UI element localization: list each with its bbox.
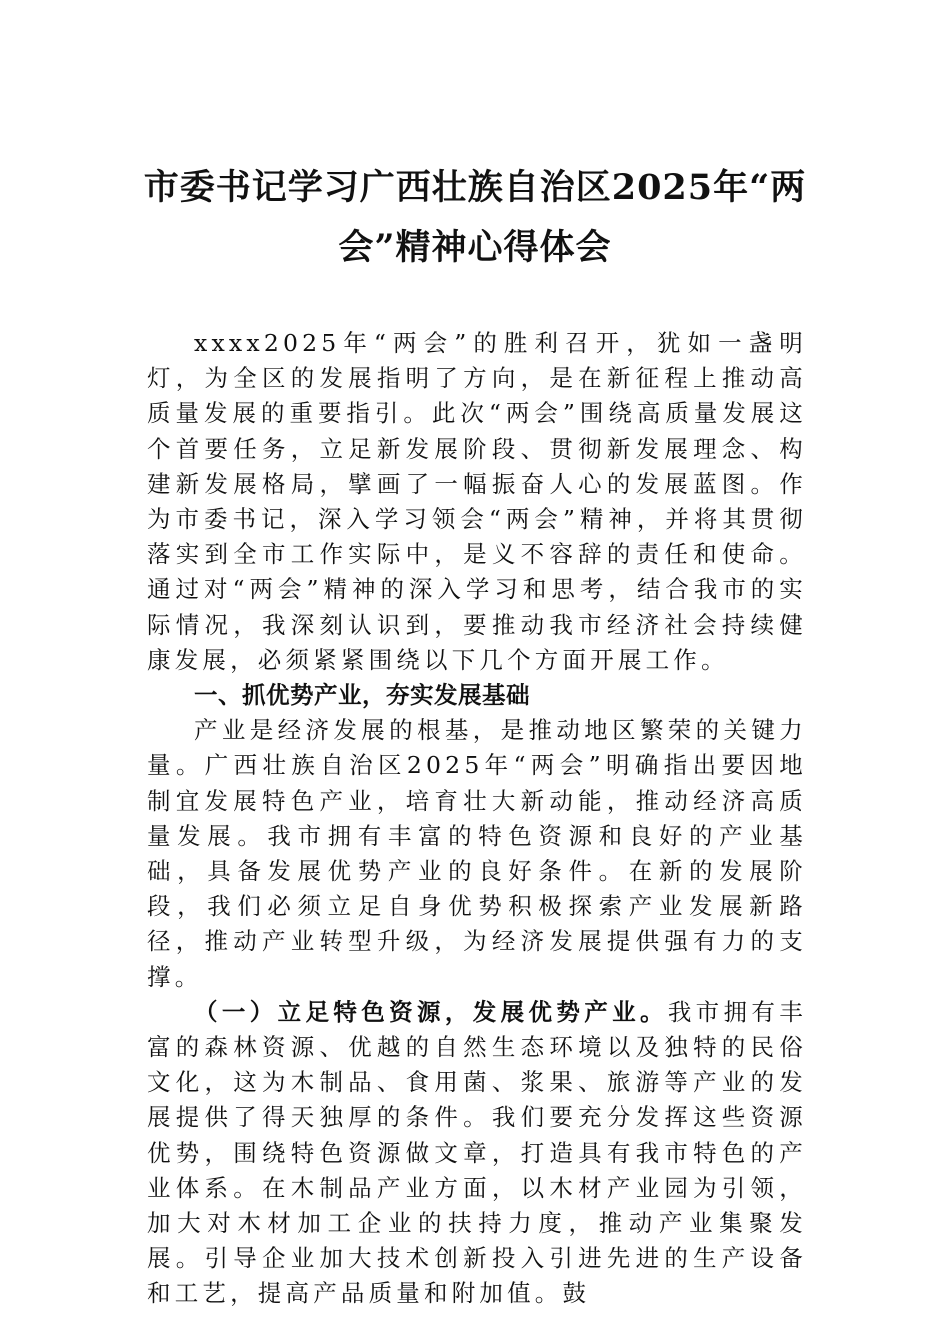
intro-paragraph: xxxx2025年“两会”的胜利召开，犹如一盏明灯，为全区的发展指明了方向，是在新征程上推动高质量发展的重要指引。此次“两会”围绕高质量发展这个首要任务，立足新发展阶段、贯彻新发展理念、构建新发展格局，擘画了一幅振奋人心的发展蓝图。作为市委书记，深入学习领会“两会”精神，并将其贯彻落实到全市工作实际中，是义不容辞的责任和使命。通过对“两会”精神的深入学习和思考，结合我市的实际情况，我深刻认识到，要推动我市经济社会持续健康发展，必须紧紧围绕以下几个方面开展工作。	[147, 329, 807, 674]
document-body	[147, 326, 807, 1312]
subsection-text: 我市拥有丰富的森林资源、优越的自然生态环境以及独特的民俗文化，这为木制品、食用菌、浆果、旅游等产业的发展提供了得天独厚的条件。我们要充分发挥这些资源优势，围绕特色资源做文章，打造具有我市特色的产业体系。在木制品产业方面，以木材产业园为引领，加大对木材加工企业的扶持力度，推动产业集聚发展。引导企业加大技术创新投入引进先进的生产设备和工艺，提高产品质量和附加值。鼓	[147, 997, 807, 1308]
subsection-paragraph	[147, 995, 807, 1312]
subsection-lead: （一）立足特色资源，发展优势产业。	[194, 997, 668, 1026]
document-title: 市委书记学习广西壮族自治区2025年“两会”精神心得体会	[143, 167, 807, 268]
section-heading: 一、抓优势产业，夯实发展基础	[194, 681, 530, 710]
section-paragraph: 产业是经济发展的根基，是推动地区繁荣的关键力量。广西壮族自治区2025年“两会”明确指出要因地制宜发展特色产业，培育壮大新动能，推动经济高质量发展。我市拥有丰富的特色资源和良好的产业基础，具备发展优势产业的良好条件。在新的发展阶段，我们必须立足自身优势积极探索产业发展新路径，推动产业转型升级，为经济发展提供强有力的支撑。	[147, 716, 807, 991]
